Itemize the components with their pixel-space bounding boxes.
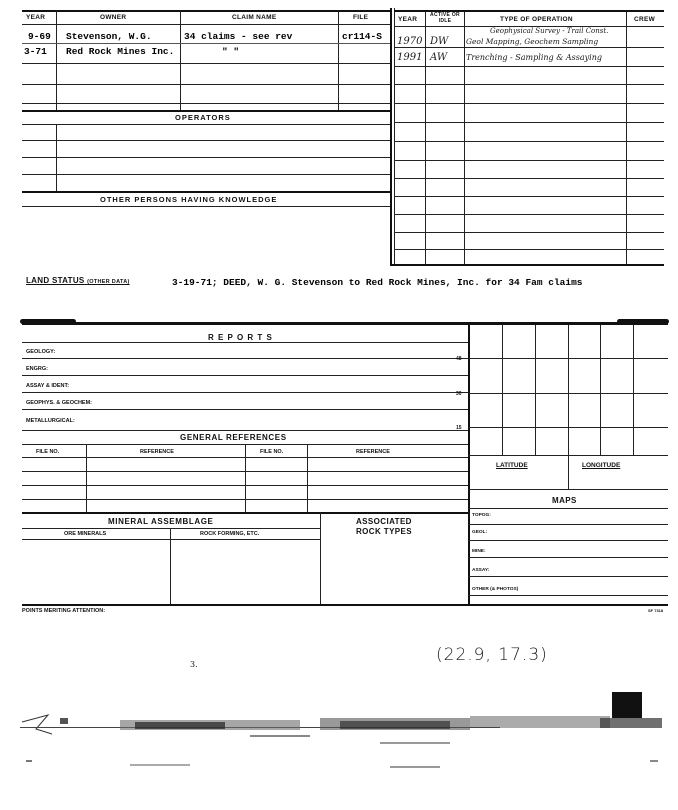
activity-row2-year: 1991 bbox=[397, 52, 423, 63]
ref-header-file-no-2: FILE NO. bbox=[260, 449, 284, 455]
report-geophys-num: 30 bbox=[456, 391, 462, 397]
header-file: FILE bbox=[353, 14, 369, 21]
header-owner: OWNER bbox=[100, 14, 127, 21]
activity-row1-type-line1: Geophysical Survey - Trail Const. bbox=[490, 27, 609, 35]
row2-claim: " " bbox=[222, 46, 240, 57]
report-geology: GEOLOGY: bbox=[26, 349, 56, 355]
handwritten-coordinates: (22.9, 17.3) bbox=[436, 645, 548, 665]
row1-year: 9-69 bbox=[28, 31, 51, 42]
row1-file: cr114-S bbox=[342, 31, 382, 42]
associated-line1: ASSOCIATED bbox=[356, 517, 412, 526]
maps-other: OTHER (& PHOTOS) bbox=[472, 587, 519, 592]
points-meriting-attention: POINTS MERITING ATTENTION: bbox=[22, 608, 106, 614]
longitude-label: LONGITUDE bbox=[582, 462, 621, 469]
associated-line2: ROCK TYPES bbox=[356, 527, 413, 536]
report-geophys: GEOPHYS. & GEOCHEM: bbox=[26, 400, 93, 406]
activity-row2-active: AW bbox=[430, 52, 448, 63]
land-status-sub: (OTHER DATA) bbox=[87, 279, 130, 285]
ref-header-file-no: FILE NO. bbox=[36, 449, 60, 455]
header-claim-name: CLAIM NAME bbox=[232, 14, 277, 21]
report-assay: ASSAY & IDENT: bbox=[26, 383, 70, 389]
activity-row1-year: 1970 bbox=[397, 36, 423, 47]
other-persons-title: OTHER PERSONS HAVING KNOWLEDGE bbox=[100, 195, 278, 204]
report-engrg: ENGRG: bbox=[26, 366, 48, 372]
activity-row1-type-line2: Geol Mapping, Geochem Sampling bbox=[466, 37, 599, 46]
maps-topog: TOPOG: bbox=[472, 513, 491, 518]
maps-assay: ASSAY: bbox=[472, 568, 490, 573]
row1-claim: 34 claims - see rev bbox=[184, 31, 293, 42]
row2-year: 3-71 bbox=[24, 46, 47, 57]
row2-owner: Red Rock Mines Inc. bbox=[66, 46, 175, 57]
operators-title: OPERATORS bbox=[175, 113, 231, 122]
report-engrg-num: 48 bbox=[456, 356, 462, 362]
mineral-assemblage-title: MINERAL ASSEMBLAGE bbox=[108, 517, 214, 526]
activity-row1-active: DW bbox=[430, 36, 449, 47]
activity-header-type: TYPE OF OPERATION bbox=[500, 16, 573, 23]
report-metallurgical-num: 15 bbox=[456, 425, 462, 431]
activity-header-crew: CREW bbox=[634, 16, 656, 23]
form-code: SF 7318 bbox=[648, 608, 664, 613]
land-status-title: LAND STATUS bbox=[26, 276, 85, 285]
maps-geol: GEOL: bbox=[472, 530, 488, 535]
maps-title: MAPS bbox=[552, 496, 577, 505]
ref-header-reference-2: REFERENCE bbox=[356, 449, 390, 455]
maps-mine: MINE: bbox=[472, 549, 486, 554]
general-references-title: GENERAL REFERENCES bbox=[180, 433, 287, 442]
land-status-value: 3-19-71; DEED, W. G. Stevenson to Red Rock Mines, Inc. for 34 Fam claims bbox=[172, 277, 583, 288]
land-status-label bbox=[26, 276, 130, 285]
rock-forming-header: ROCK FORMING, ETC. bbox=[200, 531, 260, 537]
row1-owner: Stevenson, W.G. bbox=[66, 31, 152, 42]
header-year: YEAR bbox=[26, 14, 46, 21]
activity-row2-type-line1: Trenching - Sampling & Assaying bbox=[466, 53, 602, 62]
reports-title: R E P O R T S bbox=[208, 333, 273, 342]
report-metallurgical: METALLURGICAL: bbox=[26, 418, 75, 424]
activity-header-year: YEAR bbox=[398, 16, 418, 23]
stray-mark: 3. bbox=[190, 660, 198, 669]
activity-header-active: ACTIVE OR IDLE bbox=[430, 12, 460, 24]
ore-minerals-header: ORE MINERALS bbox=[64, 531, 107, 537]
ref-header-reference: REFERENCE bbox=[140, 449, 174, 455]
scan-smudge bbox=[0, 690, 678, 780]
latitude-label: LATITUDE bbox=[496, 462, 528, 469]
